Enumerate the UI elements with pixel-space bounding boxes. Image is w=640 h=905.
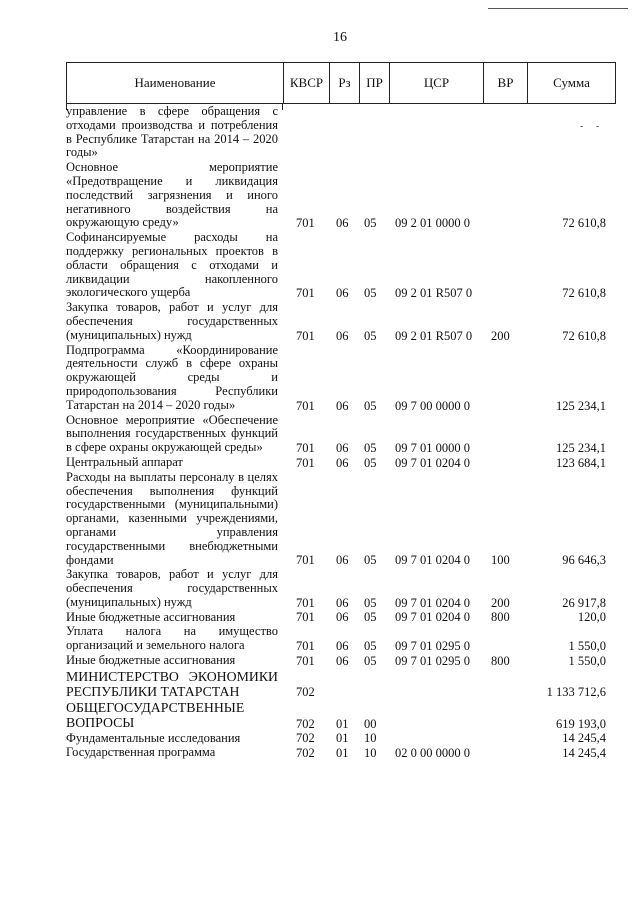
table-row [66,567,626,609]
table-body [66,104,626,760]
row-sum: 619 193,0 [556,716,606,731]
row-pr: 05 [364,610,377,625]
row-rz: 06 [336,639,349,654]
row-name: Софинансируемые расходы на поддержку региональных проектов в области обращения с отходами и ликвидации накопленного экологического ущерба [66,230,278,300]
row-name: Подпрограмма «Координирование деятельности служб в сфере охраны окружающей среды и природопользования Республики Татарстан на 2014 – 2020 годы» [66,342,278,412]
row-kvsr: 702 [296,685,315,700]
row-kvsr: 702 [296,731,315,746]
table-row [66,104,626,160]
table-row [66,343,626,413]
row-sum: 72 610,8 [562,216,606,231]
row-sum: 1 550,0 [568,653,606,668]
table-row [66,413,626,455]
row-rz: 06 [336,216,349,231]
row-rz: 06 [336,398,349,413]
row-csr: 02 0 00 0000 0 [395,746,470,761]
row-csr: 09 7 00 0000 0 [395,398,470,413]
row-name: управление в сфере обращения с отходами производства и потребления в Республике Татарстан на 2014 – 2020 годы» [66,104,278,160]
row-name: Закупка товаров, работ и услуг для обеспечения государственных (муниципальных) нужд [66,300,278,342]
row-sum: 1 550,0 [568,639,606,654]
table-row [66,668,626,699]
row-kvsr: 701 [296,455,315,470]
table-row [66,455,626,470]
table-row [66,745,626,760]
row-name: Государственная программа [66,745,216,760]
row-pr: 05 [364,595,377,610]
header-pr: ПР [359,63,389,103]
row-pr: 05 [364,216,377,231]
row-kvsr: 701 [296,216,315,231]
row-csr: 09 7 01 0204 0 [395,595,470,610]
header-kvsr: КВСР [283,63,329,103]
top-rule [488,8,628,9]
row-sum: 1 133 712,6 [546,685,606,700]
table-row [66,160,626,230]
row-name: Основное мероприятие «Предотвращение и ликвидация последствий загрязнения и иного негативного воздействия на окружающую среду» [66,160,278,230]
row-pr: 05 [364,653,377,668]
table-row [66,610,626,625]
header-name: Наименование [134,75,216,90]
row-kvsr: 701 [296,328,315,343]
row-sum: 14 245,4 [562,731,606,746]
row-csr: 09 7 01 0000 0 [395,440,470,455]
page-number: 16 [333,30,347,45]
row-sum: 125 234,1 [556,440,606,455]
row-csr: 09 7 01 0295 0 [395,653,470,668]
row-csr: 09 7 01 0295 0 [395,639,470,654]
continuation-mark: - - [580,121,600,132]
row-kvsr: 701 [296,398,315,413]
row-kvsr: 701 [296,553,315,568]
row-name: ОБЩЕГОСУДАРСТВЕННЫЕ ВОПРОСЫ [66,700,245,731]
row-name: Расходы на выплаты персоналу в целях обеспечения выполнения функций государственными (муниципальными) органами, казенными учреждениями, органами управления государственными внебюджетными фондами [66,469,278,567]
row-sum: 125 234,1 [556,398,606,413]
table-row [66,653,626,668]
row-vr: 200 [491,595,510,610]
row-name: Основное мероприятие «Обеспечение выполнения государственных функций в сфере охраны окружающей среды» [66,412,278,455]
row-rz: 06 [336,440,349,455]
row-sum: 72 610,8 [562,328,606,343]
row-name: Иные бюджетные ассигнования [66,653,236,668]
row-csr: 09 7 01 0204 0 [395,610,470,625]
row-kvsr: 701 [296,653,315,668]
row-kvsr: 701 [296,440,315,455]
row-csr: 09 2 01 0000 0 [395,216,470,231]
row-pr: 05 [364,455,377,470]
row-kvsr: 701 [296,286,315,301]
row-vr: 800 [491,653,510,668]
header-sum: Сумма [527,63,615,103]
row-csr: 09 2 01 R507 0 [395,286,473,301]
row-sum: 123 684,1 [556,455,606,470]
table-header [66,62,616,104]
row-rz: 06 [336,610,349,625]
row-rz: 06 [336,455,349,470]
row-pr: 05 [364,398,377,413]
table-row [66,470,626,568]
row-pr: 05 [364,553,377,568]
row-kvsr: 702 [296,716,315,731]
table-row [66,300,626,342]
row-name: Иные бюджетные ассигнования [66,609,236,624]
row-rz: 06 [336,328,349,343]
row-rz: 06 [336,595,349,610]
row-name: Уплата налога на имущество организаций и земельного налога [66,624,278,653]
header-csr: ЦСР [389,63,483,103]
row-pr: 10 [364,746,377,761]
row-name: Центральный аппарат [66,454,183,469]
row-name: Фундаментальные исследования [66,730,241,745]
row-rz: 01 [336,731,349,746]
row-kvsr: 701 [296,595,315,610]
table-row [66,230,626,300]
table-row [66,731,626,746]
row-pr: 05 [364,440,377,455]
row-rz: 06 [336,653,349,668]
row-name: Закупка товаров, работ и услуг для обеспечения государственных (муниципальных) нужд [66,567,278,609]
row-rz: 06 [336,553,349,568]
row-csr: 09 2 01 R507 0 [395,328,473,343]
row-sum: 14 245,4 [562,746,606,761]
row-kvsr: 701 [296,610,315,625]
row-sum: 72 610,8 [562,286,606,301]
header-rz: Рз [329,63,359,103]
row-pr: 05 [364,286,377,301]
row-csr: 09 7 01 0204 0 [395,553,470,568]
row-rz: 06 [336,286,349,301]
header-vr: ВР [483,63,527,103]
row-pr: 10 [364,731,377,746]
row-sum: 26 917,8 [562,595,606,610]
row-kvsr: 701 [296,639,315,654]
row-vr: 200 [491,328,510,343]
table-row [66,624,626,653]
row-vr: 800 [491,610,510,625]
row-sum: 120,0 [577,610,606,625]
table-row [66,699,626,730]
row-name: МИНИСТЕРСТВО ЭКОНОМИКИ РЕСПУБЛИКИ ТАТАРСТАН [66,668,278,700]
row-vr: 100 [491,553,510,568]
row-pr: 00 [364,716,377,731]
row-csr: 09 7 01 0204 0 [395,455,470,470]
row-sum: 96 646,3 [562,553,606,568]
row-pr: 05 [364,639,377,654]
row-pr: 05 [364,328,377,343]
row-rz: 01 [336,716,349,731]
row-rz: 01 [336,746,349,761]
row-kvsr: 702 [296,746,315,761]
